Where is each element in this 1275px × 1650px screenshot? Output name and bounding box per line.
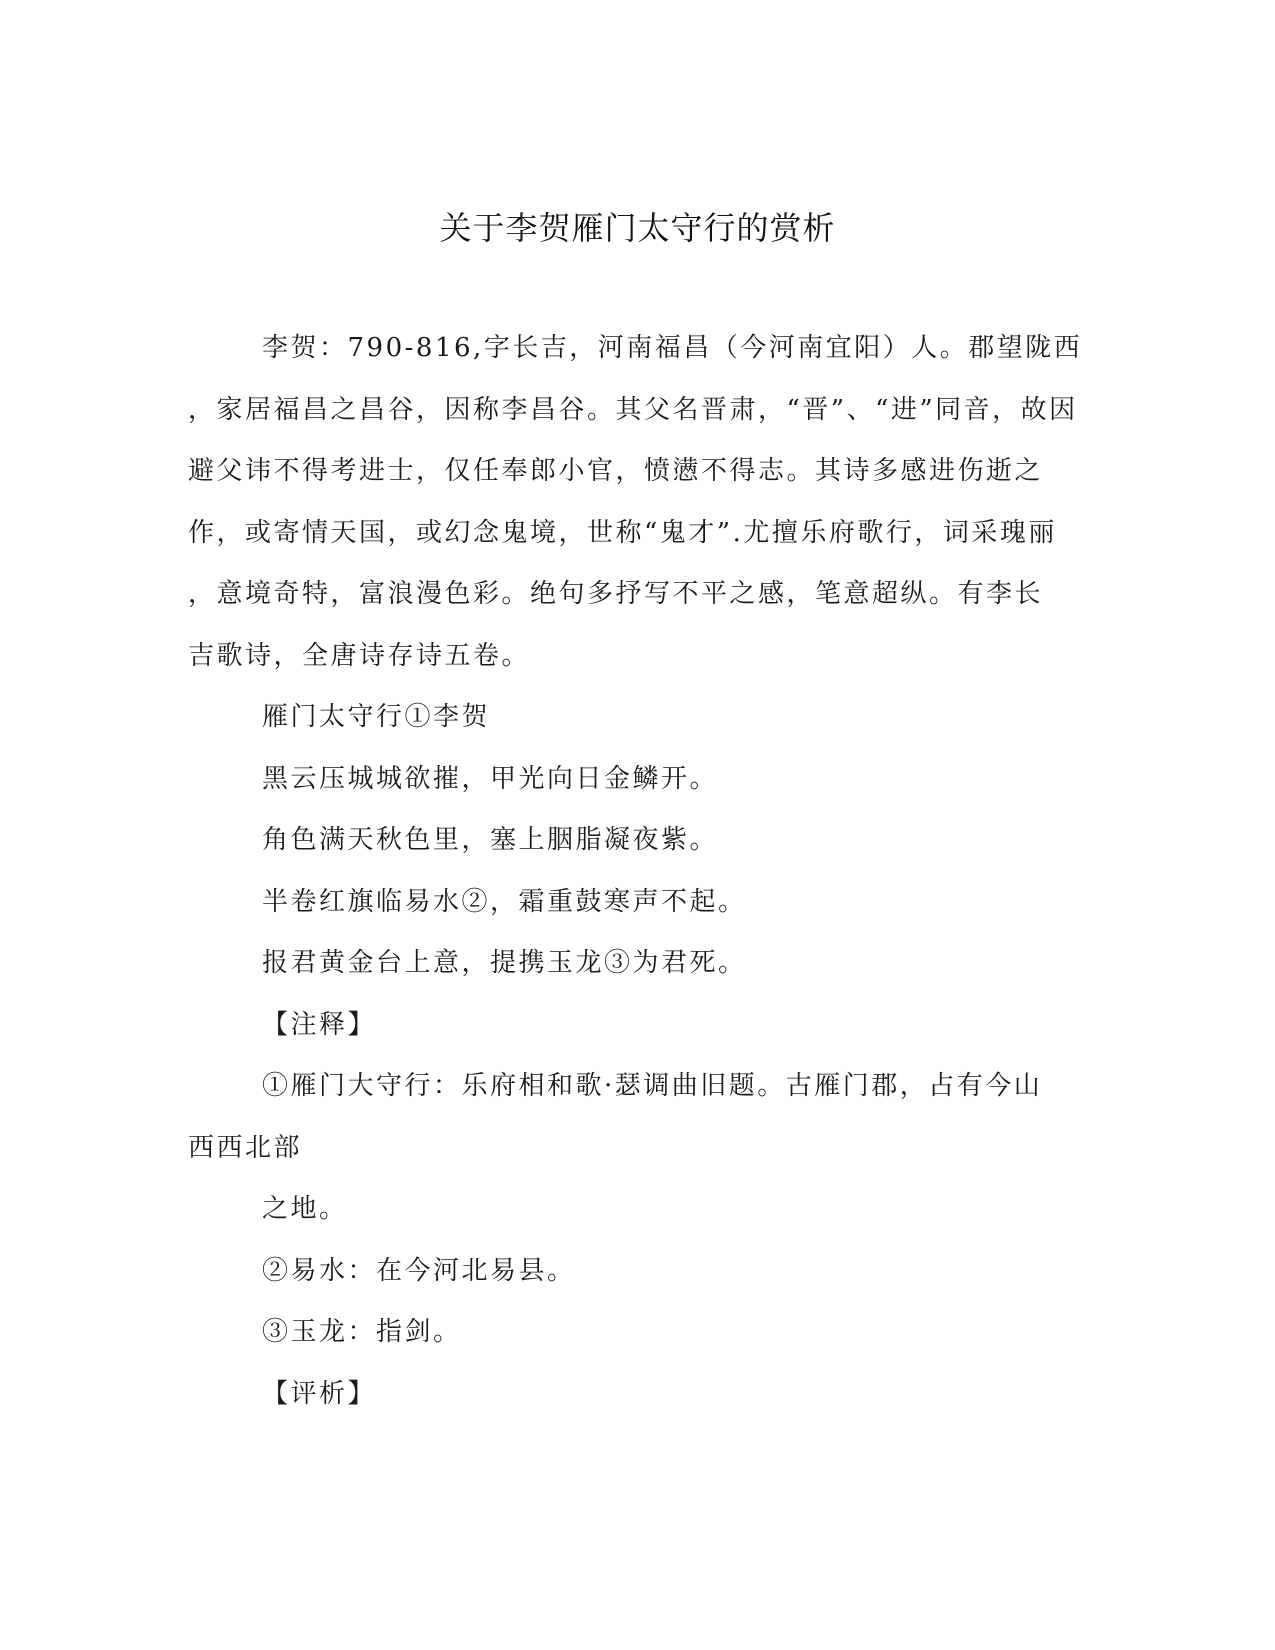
poem-line: 半卷红旗临易水②，霜重鼓寒声不起。: [262, 886, 747, 917]
bio-paragraph-line: 吉歌诗，全唐诗存诗五卷。: [188, 640, 531, 671]
note-line: ③玉龙：指剑。: [262, 1317, 462, 1347]
document-title: 关于李贺雁门太守行的赏析: [439, 209, 836, 247]
bio-paragraph-line: ，意境奇特，富浪漫色彩。绝句多抒写不平之感，笔意超纵。有李长: [188, 579, 1044, 609]
poem-line: 报君黄金台上意，提携玉龙③为君死。: [262, 948, 747, 978]
bio-paragraph-line: 李贺：790-816,字长吉，河南福昌（今河南宜阳）人。郡望陇西: [262, 333, 1083, 363]
note-line: ②易水：在今河北易县。: [262, 1255, 576, 1286]
analysis-heading: 【评析】: [262, 1378, 377, 1409]
poem-line: 黑云压城城欲摧，甲光向日金鳞开。: [262, 763, 719, 794]
poem-line: 角色满天秋色里，塞上胭脂凝夜紫。: [262, 825, 719, 855]
bio-paragraph-line: ，家居福昌之昌谷，因称李昌谷。其父名晋肃，“晋”、“进”同音，故因: [188, 394, 1078, 425]
bio-paragraph-line: 作，或寄情天国，或幻念鬼境，世称“鬼才”.尤擅乐府歌行，词采瑰丽: [188, 517, 1057, 548]
note-line: ①雁门大守行：乐府相和歌·瑟调曲旧题。古雁门郡，占有今山: [262, 1071, 1043, 1101]
notes-heading: 【注释】: [262, 1009, 377, 1040]
poem-title: 雁门太守行①李贺: [262, 702, 491, 732]
note-line: 西西北部: [188, 1132, 303, 1163]
document-body: [188, 318, 1088, 1425]
note-line: 之地。: [262, 1194, 348, 1224]
bio-paragraph-line: 避父讳不得考进士，仅任奉郎小官，愤懑不得志。其诗多感进伤逝之: [188, 456, 1044, 486]
